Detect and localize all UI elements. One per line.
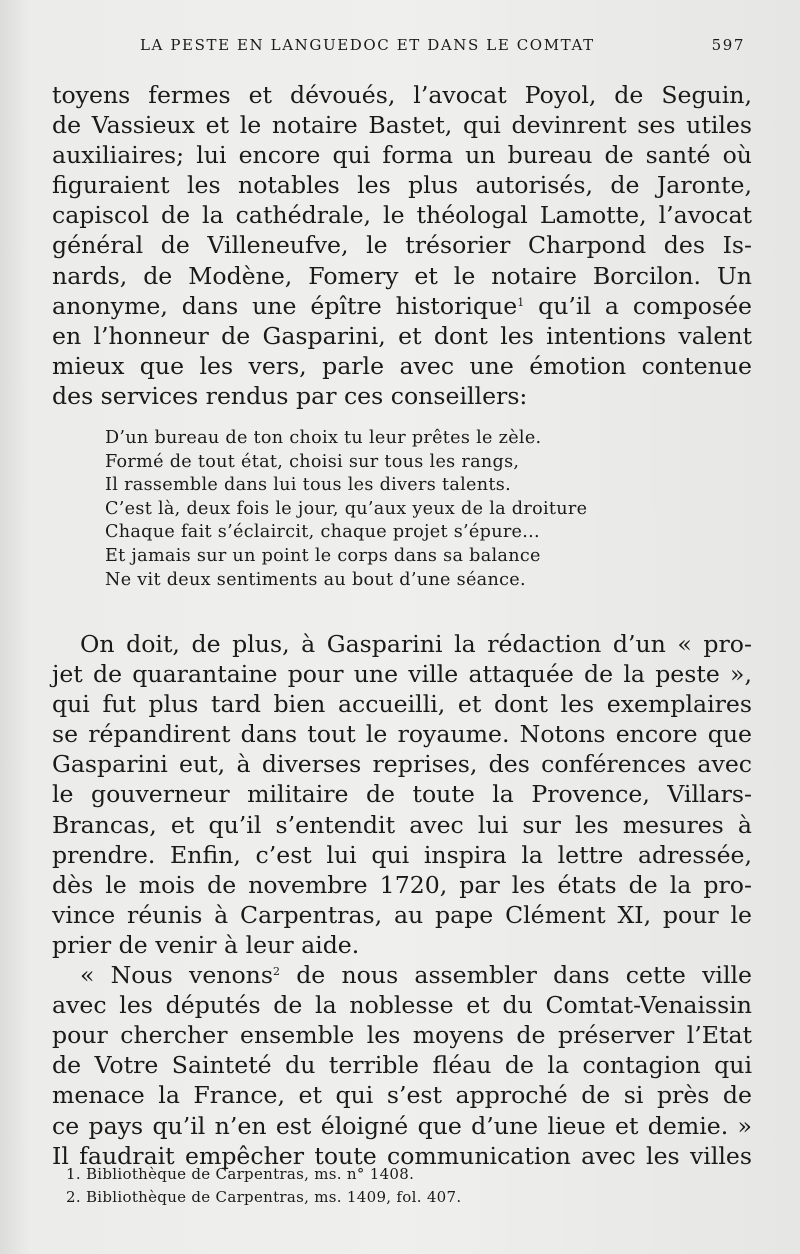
text-line: jet de quarantaine pour une ville attaquée de la peste », <box>52 660 752 689</box>
text-line: figuraient les notables les plus autorisés, de Jaronte, <box>52 171 752 200</box>
text-line: auxiliaires; lui encore qui forma un bureau de santé où <box>52 141 752 170</box>
footnote-ref-1: 1 <box>517 295 525 309</box>
text-fragment: « Nous venons <box>80 961 273 990</box>
text-line: dès le mois de novembre 1720, par les états de la pro- <box>52 870 752 899</box>
running-head <box>140 36 745 54</box>
text-line: se répandirent dans tout le royaume. Notons encore que <box>52 720 752 749</box>
text-line: On doit, de plus, à Gasparini la rédaction d’un « pro- <box>80 630 752 658</box>
verse-line: Et jamais sur un point le corps dans sa balance <box>105 545 541 566</box>
text-line: prier de venir à leur aide. <box>52 930 360 959</box>
footnote-1: 1. Bibliothèque de Carpentras, ms. n° 1408. <box>66 1165 415 1183</box>
footnotes <box>66 1163 666 1209</box>
text-line: de Votre Sainteté du terrible fléau de la contagion qui <box>52 1051 752 1080</box>
footnote-2: 2. Bibliothèque de Carpentras, ms. 1409, fol. 407. <box>66 1188 462 1206</box>
verse-line: D’un bureau de ton choix tu leur prêtes le zèle. <box>105 428 542 448</box>
paragraph-2 <box>52 629 752 1171</box>
verse-line: Formé de tout état, choisi sur tous les rangs, <box>105 451 520 472</box>
text-line: ce pays qu’il n’en est éloigné que d’une lieue et demie. » <box>52 1111 752 1140</box>
paragraph-1 <box>52 80 752 411</box>
verse-line: Il rassemble dans lui tous les divers talents. <box>105 475 511 496</box>
text-line: en l’honneur de Gasparini, et dont les intentions valent <box>52 321 752 350</box>
text-line: qui fut plus tard bien accueilli, et dont les exemplaires <box>52 690 752 719</box>
text-line: des services rendus par ces conseillers: <box>52 381 528 410</box>
text-line: nards, de Modène, Fomery et le notaire Borcilon. Un <box>52 261 752 290</box>
verse-quotation <box>105 427 705 592</box>
page-number: 597 <box>711 36 745 54</box>
text-line: menace la France, et qui s’est approché de si près de <box>52 1081 752 1110</box>
text-fragment: anonyme, dans une épître historique <box>52 291 518 320</box>
text-line: Il faudrait empêcher toute communication avec les villes <box>52 1141 752 1170</box>
text-line: prendre. Enfin, c’est lui qui inspira la lettre adressée, <box>52 840 752 869</box>
text-line-with-footnote <box>52 960 752 990</box>
text-line: le gouverneur militaire de toute la Provence, Villars- <box>52 780 752 809</box>
running-title: LA PESTE EN LANGUEDOC ET DANS LE COMTAT <box>140 36 595 54</box>
text-line: Gasparini eut, à diverses reprises, des conférences avec <box>52 750 752 779</box>
verse-line: C’est là, deux fois le jour, qu’aux yeux de la droiture <box>105 498 588 519</box>
text-fragment: de nous assembler dans cette ville <box>280 961 752 990</box>
text-line-with-footnote <box>52 291 752 321</box>
text-line: de Vassieux et le notaire Bastet, qui devinrent ses utiles <box>52 111 752 140</box>
footnote-ref-2: 2 <box>273 965 280 979</box>
text-line: avec les députés de la noblesse et du Comtat-Venaissin <box>52 991 752 1020</box>
verse-line: Chaque fait s’éclaircit, chaque projet s’épure... <box>105 522 540 543</box>
text-line: toyens fermes et dévoués, l’avocat Poyol, de Seguin, <box>52 81 752 109</box>
text-line: pour chercher ensemble les moyens de préserver l’Etat <box>52 1021 752 1050</box>
text-line: mieux que les vers, parle avec une émotion contenue <box>52 351 752 380</box>
text-line: vince réunis à Carpentras, au pape Clément XI, pour le <box>52 900 752 929</box>
text-line: général de Villeneufve, le trésorier Charpond des Is- <box>52 231 752 260</box>
text-fragment: qu’il a composée <box>524 291 753 320</box>
text-line: Brancas, et qu’il s’entendit avec lui sur les mesures à <box>52 810 752 839</box>
verse-line: Ne vit deux sentiments au bout d’une séance. <box>105 569 526 590</box>
text-line: capiscol de la cathédrale, le théologal Lamotte, l’avocat <box>52 201 752 230</box>
